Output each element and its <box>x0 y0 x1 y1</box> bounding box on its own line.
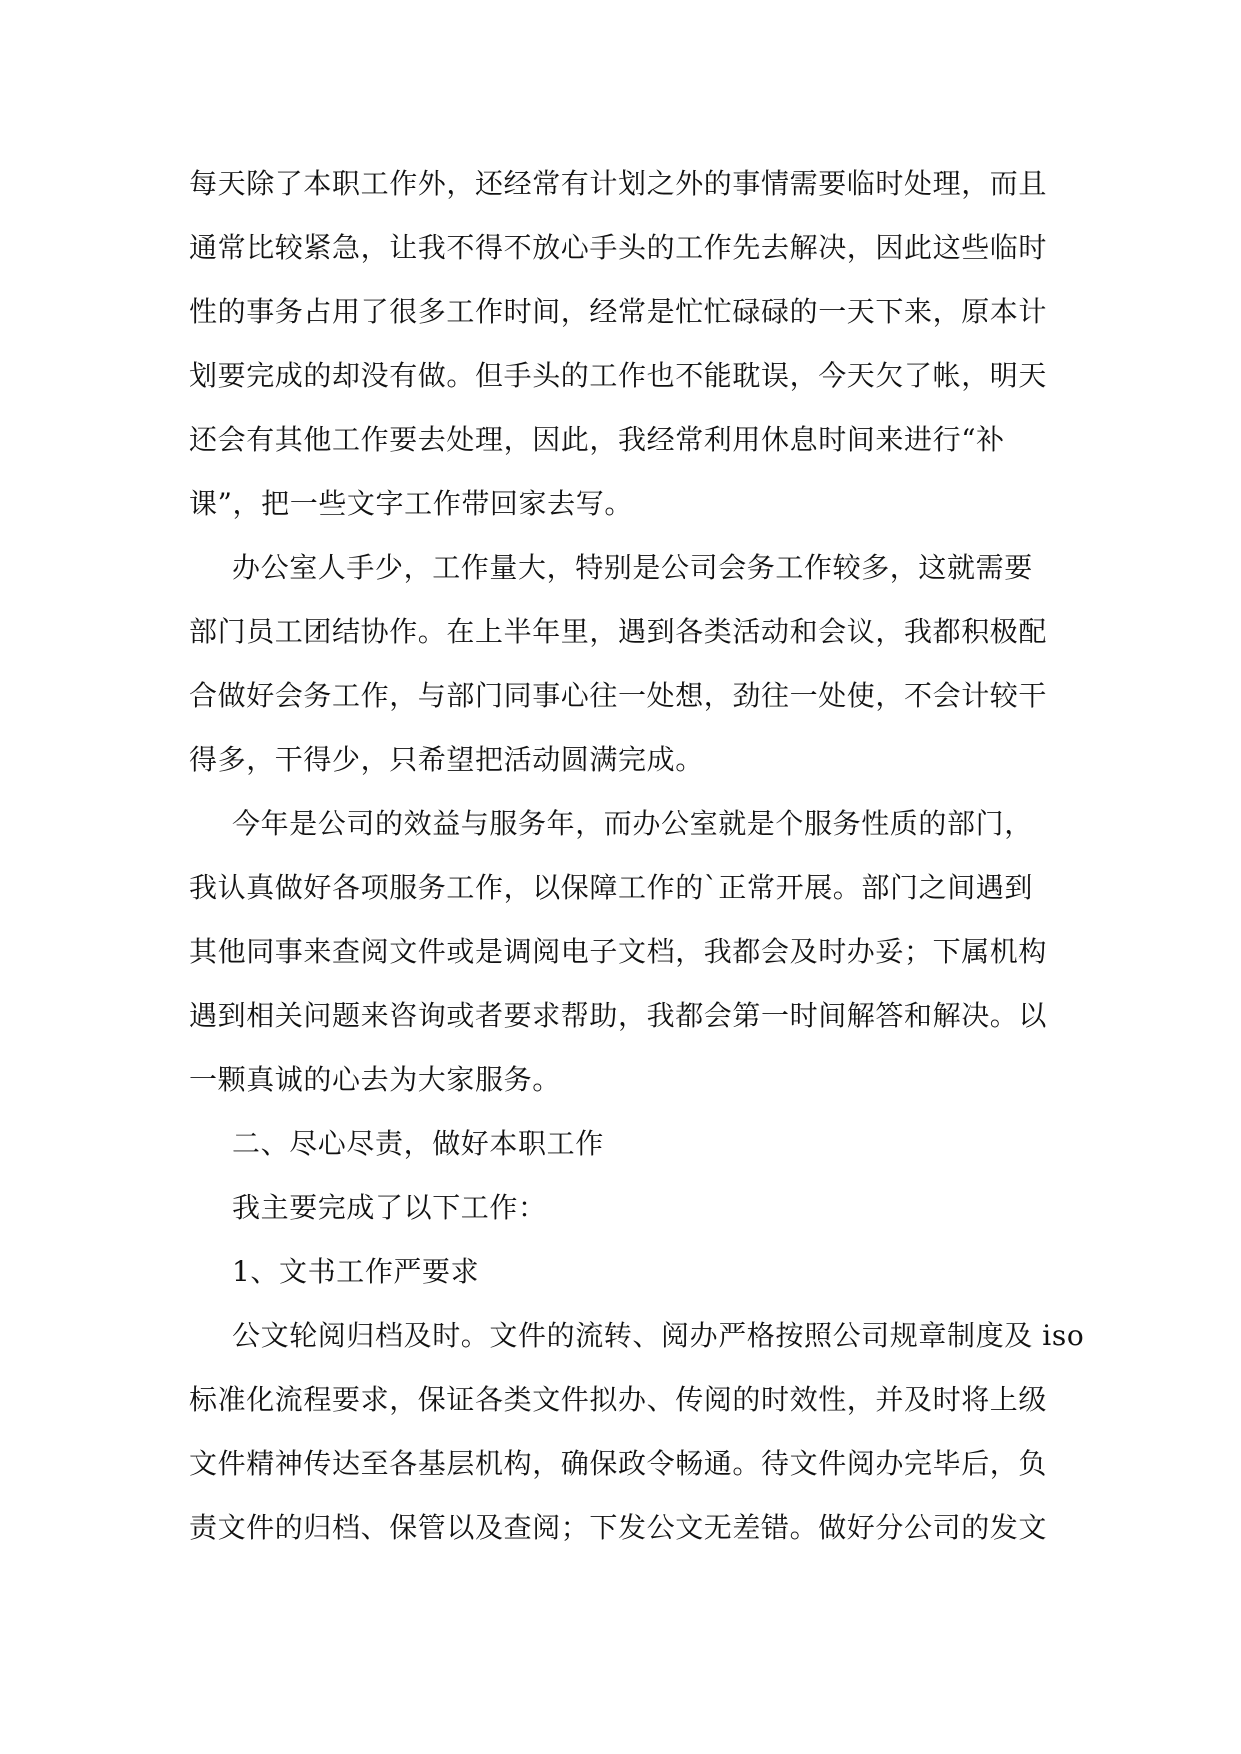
paragraph-first-line: 今年是公司的效益与服务年，而办公室就是个服务性质的部门， <box>232 807 1033 840</box>
text-line: 划要完成的却没有做。但手头的工作也不能耽误，今天欠了帐，明天 <box>189 359 1048 392</box>
text-line: 我认真做好各项服务工作，以保障工作的`正常开展。部门之间遇到 <box>189 871 1034 904</box>
text-line: 性的事务占用了很多工作时间，经常是忙忙碌碌的一天下来，原本计 <box>189 295 1048 328</box>
text-line: 其他同事来查阅文件或是调阅电子文档，我都会及时办妥；下属机构 <box>189 935 1048 968</box>
text-line: 文件精神传达至各基层机构，确保政令畅通。待文件阅办完毕后，负 <box>189 1447 1048 1480</box>
text-line: 遇到相关问题来咨询或者要求帮助，我都会第一时间解答和解决。以 <box>189 999 1048 1032</box>
text-line: 通常比较紧急，让我不得不放心手头的工作先去解决，因此这些临时 <box>189 231 1048 264</box>
text-line: 合做好会务工作，与部门同事心往一处想，劲往一处使，不会计较干 <box>189 679 1048 712</box>
section-heading: 二、尽心尽责，做好本职工作 <box>232 1127 604 1160</box>
text-line: 每天除了本职工作外，还经常有计划之外的事情需要临时处理，而且 <box>189 167 1048 200</box>
text-line: 部门员工团结协作。在上半年里，遇到各类活动和会议，我都积极配 <box>189 615 1048 648</box>
text-line: 得多，干得少，只希望把活动圆满完成。 <box>189 743 704 776</box>
paragraph-first-line: 我主要完成了以下工作： <box>232 1191 547 1224</box>
text-line: 课”，把一些文字工作带回家去写。 <box>189 487 633 520</box>
text-line: 标准化流程要求，保证各类文件拟办、传阅的时效性，并及时将上级 <box>189 1383 1048 1416</box>
text-line: 责文件的归档、保管以及查阅；下发公文无差错。做好分公司的发文 <box>189 1511 1048 1544</box>
paragraph-first-line: 公文轮阅归档及时。文件的流转、阅办严格按照公司规章制度及 iso <box>232 1319 1085 1352</box>
text-line: 一颗真诚的心去为大家服务。 <box>189 1063 561 1096</box>
paragraph-first-line: 办公室人手少，工作量大，特别是公司会务工作较多，这就需要 <box>232 551 1033 584</box>
text-line: 还会有其他工作要去处理，因此，我经常利用休息时间来进行“补 <box>189 423 1005 456</box>
subsection-heading: 1、文书工作严要求 <box>232 1255 480 1288</box>
